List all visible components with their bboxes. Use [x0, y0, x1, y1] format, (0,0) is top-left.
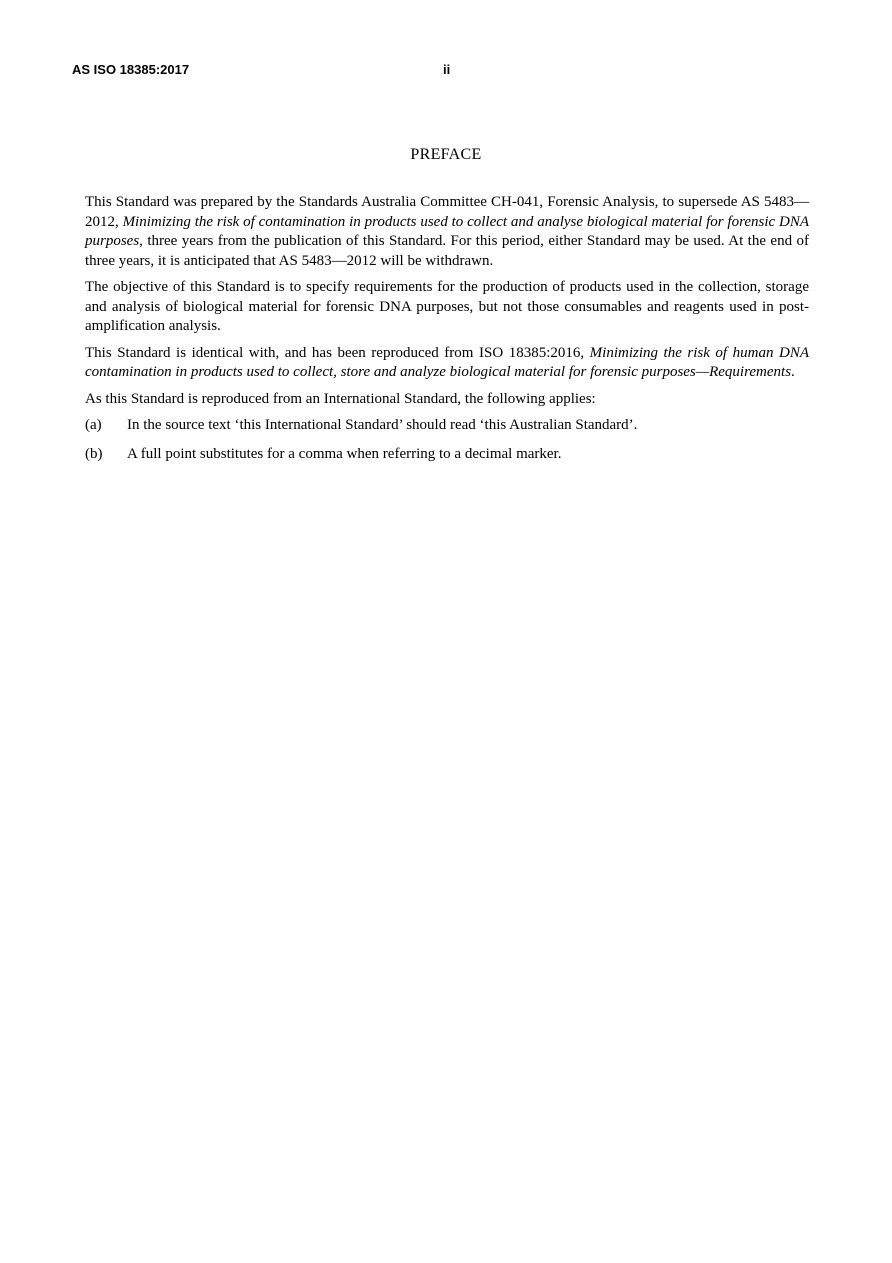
- paragraph-3-text-a: This Standard is identical with, and has been reproduced from ISO 18385:2016,: [85, 344, 590, 361]
- paragraph-1-text-a: This Standard was prepared by the Standards Australia Committee CH-041, Forensic Analysis, to supersede AS 5483—2012,: [85, 194, 809, 230]
- page-number: ii: [443, 62, 451, 77]
- paragraph-2: The objective of this Standard is to specify requirements for the production of products used in the collection, storage and analysis of biological material for forensic DNA purposes, but not those consumables and reagents used in post-amplification analysis.: [85, 279, 809, 334]
- paragraph-1-cited-title: Minimizing the risk of contamination in products used to collect and analyse biological material for forensic DNA purposes: [85, 213, 809, 249]
- paragraph-1-text-b: , three years from the publication of this Standard. For this period, either Standard may be used. At the end of three years, it is anticipated that AS 5483—2012 will be withdrawn.: [85, 233, 809, 269]
- paragraph-3-text-b: .: [791, 364, 795, 380]
- list-item-text: A full point substitutes for a comma when referring to a decimal marker.: [127, 445, 562, 462]
- list-item: [85, 445, 809, 465]
- paragraph-3: [85, 344, 809, 383]
- paragraph-3-cited-title: Minimizing the risk of human DNA contamination in products used to collect, store and analyze biological material for forensic purposes—Requirements: [85, 344, 809, 380]
- document-id: AS ISO 18385:2017: [72, 62, 190, 77]
- paragraph-1: [85, 193, 809, 271]
- list-item-text: In the source text ‘this International Standard’ should read ‘this Australian Standard’.: [127, 417, 638, 433]
- list-item: [85, 416, 809, 436]
- paragraph-4: As this Standard is reproduced from an International Standard, the following applies:: [85, 390, 596, 407]
- page-header: [72, 62, 820, 80]
- section-heading: PREFACE: [410, 146, 482, 163]
- preface-body: [85, 193, 809, 473]
- list-item-label: (b): [85, 445, 103, 462]
- list-item-label: (a): [85, 417, 102, 433]
